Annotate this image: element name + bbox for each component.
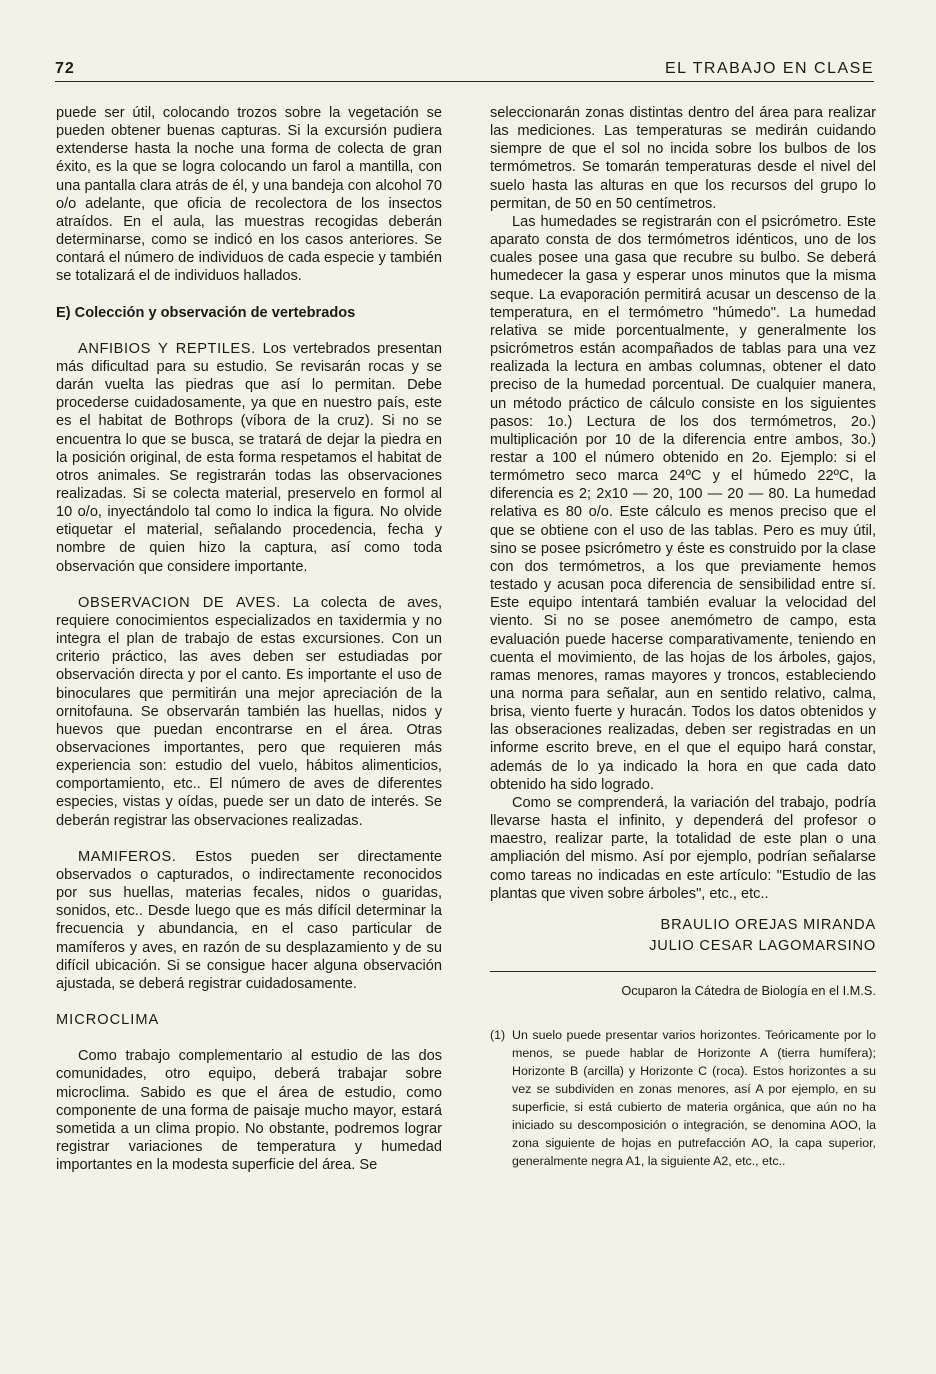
- paragraph-amphibians: [56, 340, 442, 576]
- right-column: [490, 104, 876, 1170]
- paragraph-conclusion: Como se comprenderá, la variación del trabajo, podría llevarse hasta el infinito, y dependerá del profesor o maestro, realizar parte, la totalidad de este plan o una ampliación del mismo. Así por ejemplo, podrían señalarse como tareas no indicadas en este artículo: "Estudio de las plantas que viven sobre árboles", etc., etc..: [490, 794, 876, 902]
- paragraph-birds: [56, 594, 442, 830]
- author-name: JULIO CESAR LAGOMARSINO: [649, 937, 876, 954]
- mammals-text: Estos pueden ser directamente observados o capturados, o indirectamente reconocidos por sus huellas, materias fecales, nidos o guaridas, sonidos, etc.. Desde luego que es más difícil determinar la frecuencia y abundancia, en el caso particular de mamíferos y aves, en razón de su desplazamiento y de su difícil ubicación. Si se consigue hacer alguna observación ajustada, se deberá registrar cuidadosamente.: [56, 848, 442, 992]
- paragraph-microclimate: Como trabajo complementario al estudio de las dos comunidades, otro equipo, deberá trabajar sobre microclima. Sabido es que el área de estudio, como componente de una forma de paisaje mucho mayor, estará sometida a un clima propio. No obstante, podremos lograr registrar variaciones de temperatura y humedad importantes en la modesta superficie del área. Se: [56, 1048, 442, 1174]
- paragraph-insect-capture: puede ser útil, colocando trozos sobre la vegetación se pueden obtener buenas capturas. Si la excursión pudiera extenderse hasta la noche una forma de colecta de gran éxito, es la que se logra colocando un farol a mantilla, con una pantalla clara atrás de él, y una bandeja con alcohol 70 o/o adelante, que oficia de recolectora de los insectos atraídos. En el aula, las muestras recogidas deberán determinarse, como se indicó en los casos anteriores. Se contará el número de individuos de cada especie y también se totalizará el de individuos hallados.: [56, 105, 442, 285]
- author-signature: [490, 915, 876, 957]
- header-rule: [55, 81, 874, 82]
- left-column: [56, 104, 442, 1174]
- footnote: [490, 1026, 876, 1170]
- amphibians-text: Los vertebrados presentan más dificultad para su estudio. Se revisarán rocas y se darán vuelta las piedras que así lo permitan. Debe procederse cuidadosamente, ya que en nuestro país, este es el habitat de Bothrops (víbora de la cruz). Si no se encuentra lo que se busca, se tratará de dejar la piedra en la posición original, de esta forma respetamos el habitat de otros animales. Se registrarán todas las observaciones realizadas. Si se colecta material, preservelo en formol al 10 o/o, inyectándolo tal como lo indica la figura. No olvide etiquetar el material, señalando procedencia, fecha y nombre de quien hizo la captura, así como toda observación que considere importante.: [56, 340, 443, 575]
- running-title: EL TRABAJO EN CLASE: [664, 60, 874, 77]
- paragraph-mammals: [56, 848, 442, 993]
- paragraph-humidity: Las humedades se registrarán con el psicrómetro. Este aparato consta de dos termómetros idénticos, uno de los cuales posee una gasa que recubre su bulbo. Se deberá humedecer la gasa y esperar unos minutos que la misma seque. La evaporación permitirá acusar un descenso de la temperatura, en el termómetro "húmedo". La humedad relativa se mide porcentualmente, y generalmente los psicrómetros están acompañados de tablas para una vez realizada la lectura en ambas columnas, obtener el dato preciso de la humedad porcentual. De cualquier manera, un método práctico de cálculo consiste en los siguientes pasos: 1o.) Lectura de los dos termómetros, 2o.) multiplicación por 10 de la diferencia entre ambos, 3o.) restar a 100 el número obtenido en 2o. Ejemplo: si el termómetro seco marca 24ºC y el húmedo 22ºC, la diferencia es 2; 2x10 — 20, 100 — 20 — 80. La humedad relativa es 80 o/o. Este cálculo es menos preciso que el que se obtiene con el uso de las tablas. Pero es muy útil, sino se posee psicrómetro y éste es construido por la clase con dos termómetros, a los que previamente hemos testado y acusan poca diferencia de sensibilidad entre sí. Este equipo intentará también evaluar la velocidad del viento. Si no se posee anemómetro de campo, esta evaluación puede hacerse comparativamente, teniendo en cuenta el movimiento, de las hojas de los árboles, gajos, ramas menores, ramas mayores y troncos, estableciendo una norma para señalar, aun en sentido relativo, calma, brisa, viento fuerte y huracán. Todos los datos obtenidos y las obseraciones realizadas, deben ser registradas en un informe escrito breve, en el que el equipo hará constar, además de lo ya indicado la hora en que cada dato obtenido ha sido logrado.: [490, 213, 876, 793]
- footnote-text: Un suelo puede presentar varios horizontes. Teóricamente por lo menos, se puede hablar de Horizonte A (tierra humífera); Horizonte B (arcilla) y Horizonte C (roca). Estos horizontes a su vez se subdividen en zonas menores, así A por ejemplo, en su superficie, si está cubierto de materia orgánica, que aún no ha iniciado su descomposición o integración, se denomina AOO, la zona siguiente de hojas en putrefacción AO, la capa superior, generalmente negra A1, la siguiente A2, etc., etc..: [512, 1028, 876, 1169]
- birds-lead: OBSERVACION DE AVES.: [78, 594, 281, 611]
- author-affiliation: Ocuparon la Cátedra de Biología en el I.M.S.: [621, 982, 876, 998]
- mammals-lead: MAMIFEROS.: [78, 848, 177, 865]
- paragraph-temperature-zones: seleccionarán zonas distintas dentro del área para realizar las mediciones. Las temperaturas se medirán cuidando siempre de que el sol no incida sobre los bulbos de los termómetros. Se tomarán temperaturas desde el nivel del suelo hasta las alturas en que los recursos del grupo lo permitan, de 50 en 50 centímetros.: [490, 105, 876, 212]
- birds-text: La colecta de aves, requiere conocimientos especializados en taxidermia y no integra el plan de trabajo de estas excursiones. Con un criterio práctico, las aves deben ser estudiadas por observación directa y por el canto. Es importante el uso de binoculares que permitirán una mejor apreciación de la ornitofauna. Se observarán también las huellas, nidos y huevos que puedan encontrarse en el área. Otras observaciones importantes, pero que requieren más experiencia son: estudio del vuelo, hábitos alimenticios, comportamiento, etc.. El número de aves de diferentes especies, vistas y oídas, puede ser un dato de interés. Se deberán registrar las observaciones realizadas.: [56, 594, 442, 829]
- author-name: BRAULIO OREJAS MIRANDA: [660, 916, 876, 933]
- page-number: 72: [55, 60, 75, 77]
- footnote-mark: (1): [490, 1028, 506, 1043]
- signature-rule: [490, 971, 876, 972]
- section-heading-microclimate: MICROCLIMA: [56, 1012, 160, 1029]
- amphibians-lead: ANFIBIOS Y REPTILES.: [78, 340, 256, 357]
- section-heading-vertebrates: E) Colección y observación de vertebrados: [56, 304, 356, 321]
